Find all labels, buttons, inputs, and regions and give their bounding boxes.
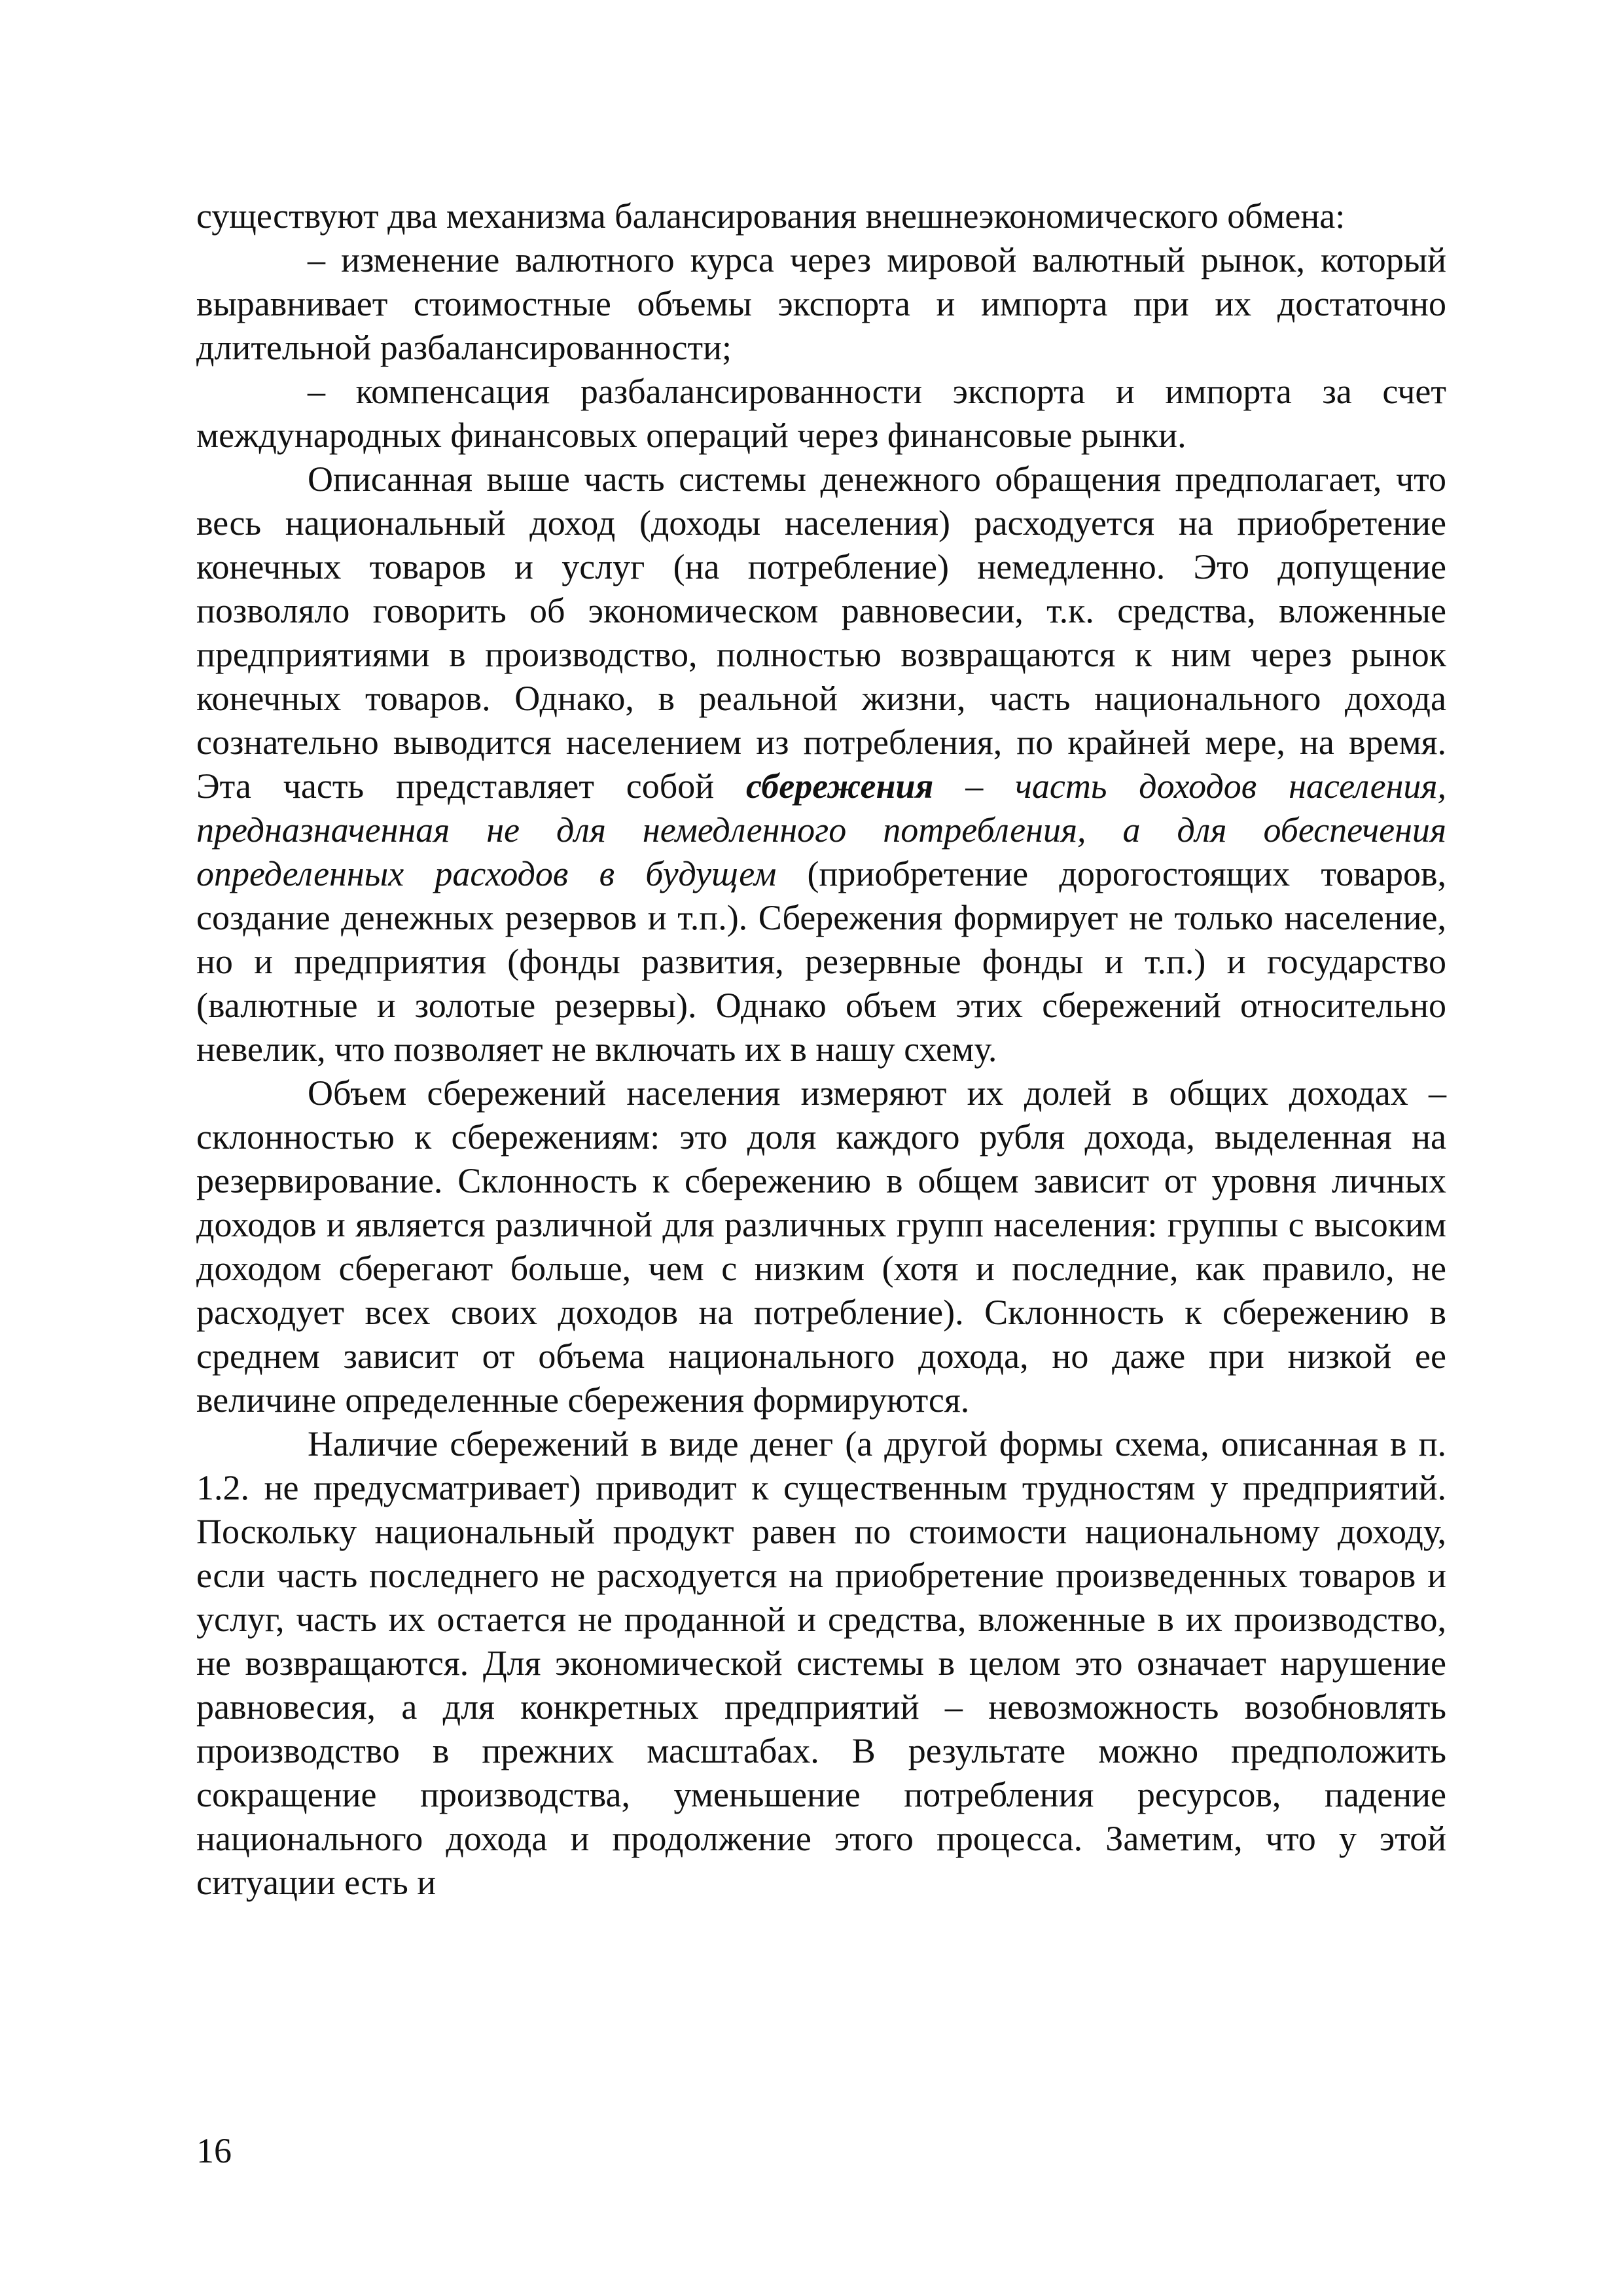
- page-body: [196, 194, 1446, 1905]
- paragraph-4-intro: Описанная выше часть системы денежного обращения предполагает, что весь национальный доход (доходы населения) расходуется на приобретение конечных товаров и услуг (на потребление) немедленно. Это допущение позволяло говорить об экономическом равновесии, т.к. средства, вложенные предприятиями в производство, полностью возвращаются к ним через рынок конечных товаров. Однако, в реальной жизни, часть национального дохода сознательно выводится населением из потребления, по крайней мере, на время. Эта часть представляет собой: [196, 459, 1446, 806]
- paragraph-1: существуют два механизма балансирования внешнеэкономического обмена:: [196, 196, 1346, 236]
- paragraph-4-rest: (приобретение дорогостоящих товаров, создание денежных резервов и т.п.). Сбережения формирует не только население, но и предприятия (фонды развития, резервные фонды и т.п.) и государство (валютные и золотые резервы). Однако объем этих сбережений относительно невелик, что позволяет не включать их в нашу схему.: [196, 854, 1446, 1069]
- paragraph-2: – изменение валютного курса через мировой валютный рынок, который выравнивает стоимостные объемы экспорта и импорта при их достаточно длительной разбалансированности;: [196, 240, 1446, 367]
- paragraph-6: Наличие сбережений в виде денег (а другой формы схема, описанная в п. 1.2. не предусматривает) приводит к существенным трудностям у предприятий. Поскольку национальный продукт равен по стоимости национальному доходу, если часть последнего не расходуется на приобретение произведенных товаров и услуг, часть их остается не проданной и средства, вложенные в их производство, не возвращаются. Для экономической системы в целом это означает нарушение равновесия, а для конкретных предприятий – невозможность возобновлять производство в прежних масштабах. В результате можно предположить сокращение производства, уменьшение потребления ресурсов, падение национального дохода и продолжение этого процесса. Заметим, что у этой ситуации есть и: [196, 1424, 1446, 1902]
- paragraph-3: – компенсация разбалансированности экспорта и импорта за счет международных финансовых операций через финансовые рынки.: [196, 372, 1446, 455]
- savings-definition: – часть доходов населения, предназначенная не для немедленного потребления, а для обеспечения определенных расходов в будущем: [196, 766, 1447, 893]
- term-savings: сбережения: [746, 766, 934, 806]
- paragraph-5: Объем сбережений населения измеряют их долей в общих доходах – склонностью к сбережениям: это доля каждого рубля дохода, выделенная на резервирование. Склонность к сбережению в общем зависит от уровня личных доходов и является различной для различных групп населения: группы с высоким доходом сберегают больше, чем с низким (хотя и последние, как правило, не расходует всех своих доходов на потребление). Склонность к сбережению в среднем зависит от объема национального дохода, но даже при низкой ее величине определенные сбережения формируются.: [196, 1073, 1446, 1420]
- page-number: 16: [196, 2131, 232, 2170]
- paragraph-4: [196, 457, 1446, 1071]
